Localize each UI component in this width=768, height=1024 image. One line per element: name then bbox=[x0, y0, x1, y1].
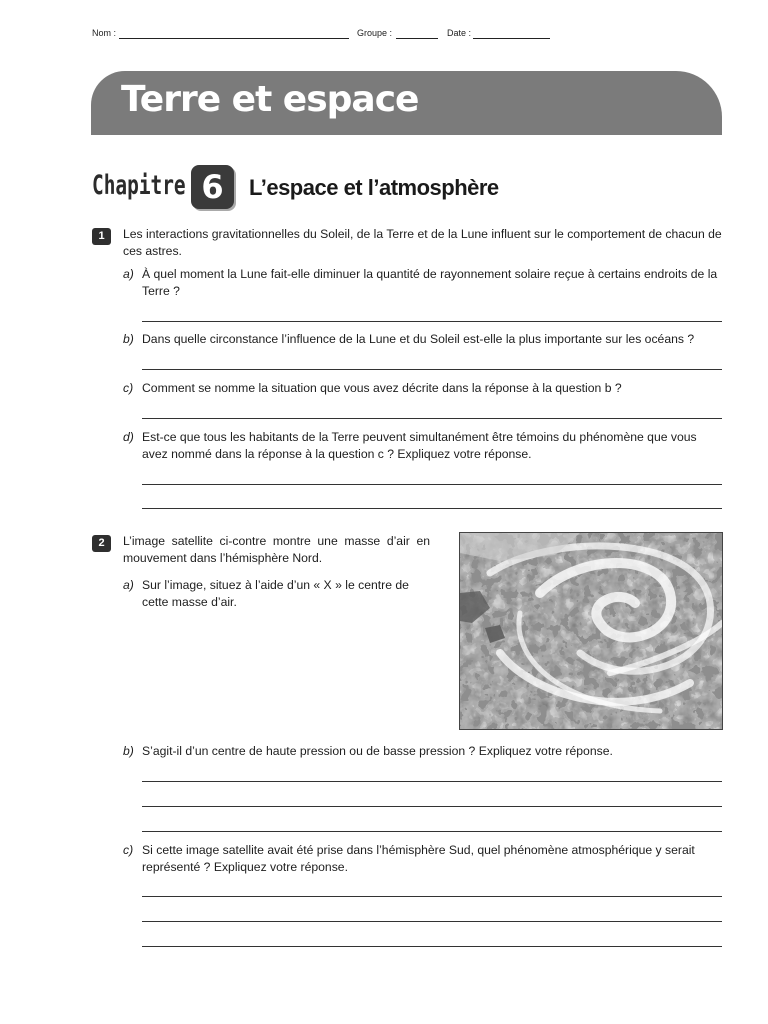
answer-line[interactable] bbox=[142, 321, 722, 322]
chapter-number-badge: 6 bbox=[191, 165, 234, 209]
answer-line[interactable] bbox=[142, 806, 722, 807]
section-title: Terre et espace bbox=[121, 79, 419, 120]
question-2a-label: a) bbox=[123, 578, 134, 592]
chapter-title: L’espace et l’atmosphère bbox=[249, 175, 499, 200]
satellite-image[interactable] bbox=[459, 532, 723, 730]
question-1b bbox=[123, 331, 725, 348]
question-2b-label: b) bbox=[123, 744, 134, 758]
question-1d bbox=[123, 429, 725, 462]
groupe-field[interactable] bbox=[396, 38, 438, 39]
nom-field[interactable] bbox=[119, 38, 349, 39]
question-1d-text: Est-ce que tous les habitants de la Terre peuvent simultanément être témoins du phénomène que vous avez nommé dans la réponse à la question c ? Expliquez votre réponse. bbox=[142, 430, 697, 461]
question-1c-text: Comment se nomme la situation que vous avez décrite dans la réponse à la question b ? bbox=[142, 381, 622, 395]
question-1c bbox=[123, 380, 725, 397]
question-2a bbox=[123, 577, 433, 610]
chapter-word: Chapitre bbox=[92, 170, 186, 201]
answer-line[interactable] bbox=[142, 369, 722, 370]
answer-line[interactable] bbox=[142, 781, 722, 782]
question-2b-text: S’agit-il d’un centre de haute pression ou de basse pression ? Expliquez votre réponse. bbox=[142, 744, 613, 758]
question-2-intro: L’image satellite ci-contre montre une masse d’air en mouvement dans l’hémisphère Nord. bbox=[123, 534, 430, 565]
question-1-intro: Les interactions gravitationnelles du Soleil, de la Terre et de la Lune influent sur le comportement de chacun de ces astres. bbox=[123, 227, 722, 258]
question-1b-text: Dans quelle circonstance l’influence de la Lune et du Soleil est-elle la plus importante sur les océans ? bbox=[142, 332, 695, 346]
date-field[interactable] bbox=[473, 38, 550, 39]
question-1a bbox=[123, 266, 725, 299]
question-2b bbox=[123, 743, 725, 760]
answer-line[interactable] bbox=[142, 921, 722, 922]
answer-line[interactable] bbox=[142, 418, 722, 419]
question-1d-label: d) bbox=[123, 430, 134, 444]
nom-label: Nom : bbox=[92, 28, 117, 38]
question-1a-text: À quel moment la Lune fait-elle diminuer la quantité de rayonnement solaire reçue à certains endroits de la Terre ? bbox=[142, 267, 718, 298]
answer-line[interactable] bbox=[142, 831, 722, 832]
question-1-badge: 1 bbox=[92, 228, 111, 245]
groupe-label: Groupe : bbox=[357, 28, 393, 38]
answer-line[interactable] bbox=[142, 484, 722, 485]
question-1c-label: c) bbox=[123, 381, 134, 395]
question-2-badge: 2 bbox=[92, 535, 111, 552]
question-2c bbox=[123, 842, 725, 875]
answer-line[interactable] bbox=[142, 946, 722, 947]
question-2c-label: c) bbox=[123, 843, 134, 857]
answer-line[interactable] bbox=[142, 508, 722, 509]
question-2a-text: Sur l’image, situez à l’aide d’un « X » le centre de cette masse d’air. bbox=[142, 578, 409, 609]
satellite-cloud-picture bbox=[460, 533, 722, 729]
section-banner bbox=[91, 71, 722, 135]
question-1a-label: a) bbox=[123, 267, 134, 281]
question-1b-label: b) bbox=[123, 332, 134, 346]
question-2c-text: Si cette image satellite avait été prise dans l’hémisphère Sud, quel phénomène atmosphérique y serait représenté ? Expliquez votre réponse. bbox=[142, 843, 695, 874]
answer-line[interactable] bbox=[142, 896, 722, 897]
date-label: Date : bbox=[447, 28, 472, 38]
